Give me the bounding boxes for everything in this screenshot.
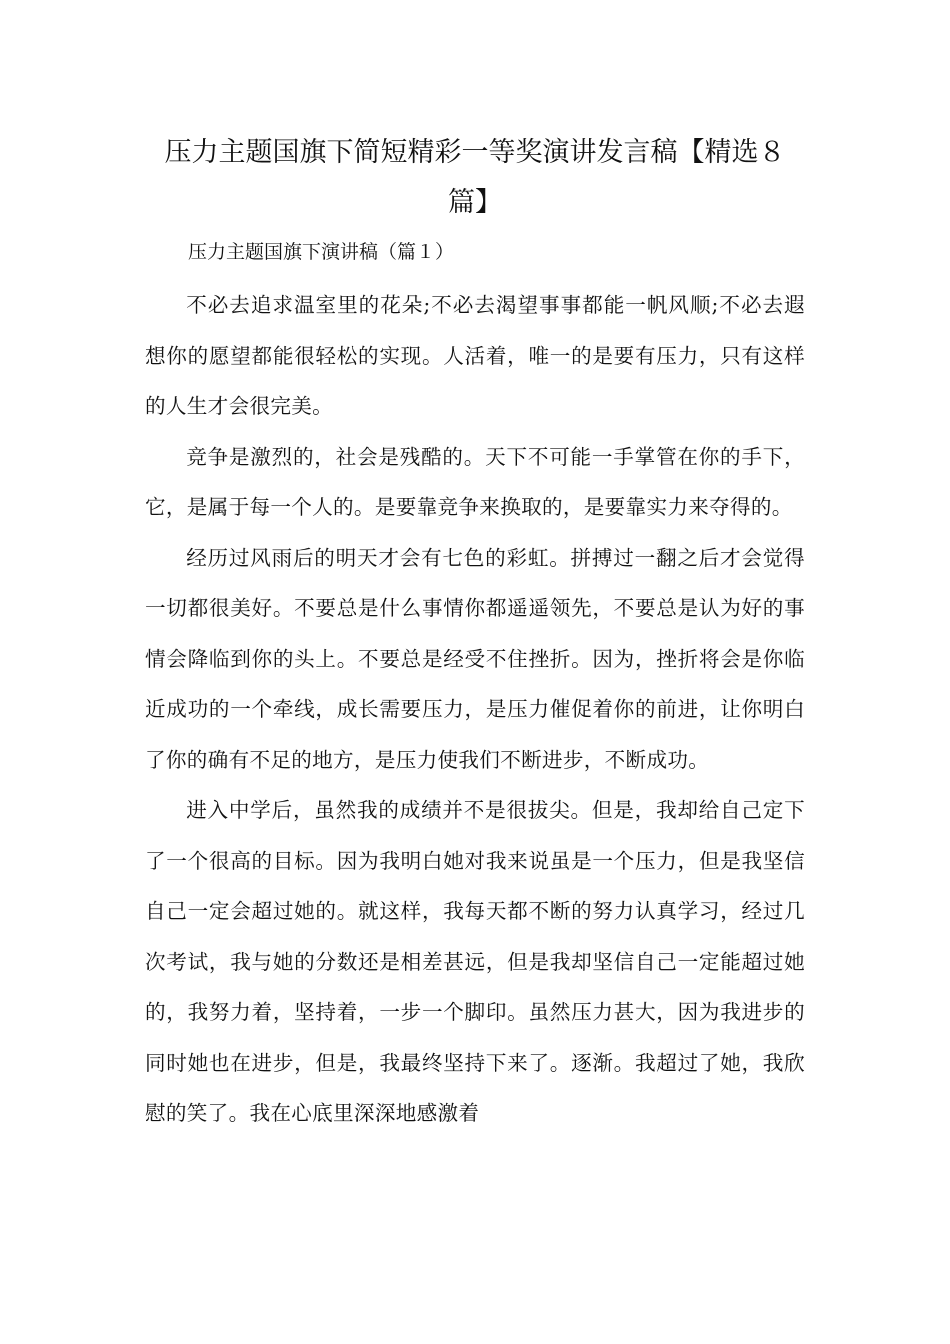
paragraph: 经历过风雨后的明天才会有七色的彩虹。拼搏过一翻之后才会觉得一切都很美好。不要总是什么事情你都遥遥领先，不要总是认为好的事情会降临到你的头上。不要总是经受不住挫折。因为，挫折将会是你临近成功的一个牵线，成长需要压力，是压力催促着你的前进，让你明白了你的确有不足的地方，是压力使我们不断进步，不断成功。 — [145, 545, 805, 772]
section-heading: 压力主题国旗下演讲稿（篇１） — [188, 241, 455, 263]
document-body — [145, 280, 805, 1139]
paragraph: 不必去追求温室里的花朵;不必去渴望事事都能一帆风顺;不必去遐想你的愿望都能很轻松的实现。人活着，唯一的是要有压力，只有这样的人生才会很完美。 — [145, 293, 805, 418]
paragraph: 进入中学后，虽然我的成绩并不是很拔尖。但是，我却给自己定下了一个很高的目标。因为我明白她对我来说虽是一个压力，但是我坚信自己一定会超过她的。就这样，我每天都不断的努力认真学习，经过几次考试，我与她的分数还是相差甚远，但是我却坚信自己一定能超过她的，我努力着，坚持着，一步一个脚印。虽然压力甚大，因为我进步的同时她也在进步，但是，我最终坚持下来了。逐渐。我超过了她，我欣慰的笑了。我在心底里深深地感激着 — [145, 798, 805, 1125]
document-title: 压力主题国旗下简短精彩一等奖演讲发言稿【精选８篇】 — [164, 137, 786, 218]
paragraph: 竞争是激烈的，社会是残酷的。天下不可能一手掌管在你的手下，它，是属于每一个人的。是要靠竞争来换取的，是要靠实力来夺得的。 — [145, 444, 805, 519]
